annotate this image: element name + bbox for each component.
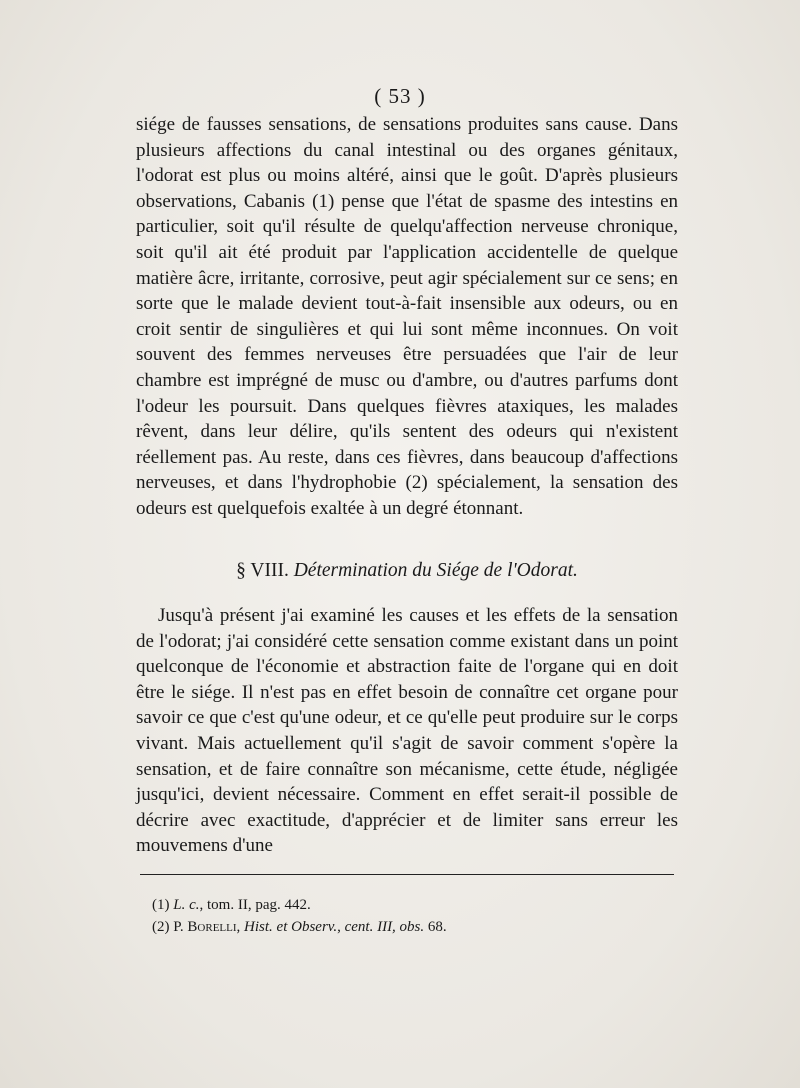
footnote-marker: (1) xyxy=(152,897,170,913)
section-heading xyxy=(136,560,678,582)
footnote-citation: L. c. xyxy=(173,897,200,913)
footnotes xyxy=(152,894,672,938)
footnote-author: P. Borelli, xyxy=(173,919,241,935)
footnote-separator: , xyxy=(337,919,341,935)
footnote-work: Hist. et Observ. xyxy=(244,919,338,935)
footnote-reference: cent. III, obs. xyxy=(344,919,425,935)
footnote-2 xyxy=(152,916,672,938)
section-number: § VIII. xyxy=(236,560,289,581)
paragraph-text: siége de fausses sensations, de sensations produites sans cause. Dans plusieurs affections du canal intestinal ou des organes génitaux, l'odorat est plus ou moins altéré, ainsi que le goût. D'après plusieurs observations, Cabanis (1) pense que l'état de spasme des intestins en particulier, soit qu'il résulte de quelqu'affection nerveuse chronique, soit qu'il ait été produit par l'application accidentelle de quelque matière âcre, irritante, corrosive, peut agir spécialement sur ce sens; en sorte que le malade devient tout-à-fait insensible aux odeurs, ou en croit sentir de singulières et qui lui sont même inconnues. On voit souvent des femmes nerveuses être persuadées que l'air de leur chambre est imprégné de musc ou d'ambre, ou d'autres parfums dont l'odeur les poursuit. Dans quelques fièvres ataxiques, les malades rêvent, dans leur délire, qu'ils sentent des odeurs qui n'existent réellement pas. Au reste, dans ces fièvres, dans beaucoup d'affections nerveuses, et dans l'hydrophobie (2) spécialement, la sensation des odeurs est quelquefois exaltée à un degré étonnant. xyxy=(136,114,678,519)
footnote-marker: (2) xyxy=(152,919,170,935)
section-title: Détermination du Siége de l'Odorat. xyxy=(293,560,578,581)
paragraph-body-1 xyxy=(136,112,678,522)
footnote-number: 68. xyxy=(427,919,447,935)
paragraph-body-2 xyxy=(136,603,678,859)
footnote-1 xyxy=(152,894,672,916)
paragraph-text: Jusqu'à présent j'ai examiné les causes et les effets de la sensation de l'odorat; j'ai considéré cette sensation comme existant dans un point quelconque de l'économie et abstraction faite de l'organe qui en doit être le siége. Il n'est pas en effet besoin de connaître cet organe pour savoir ce que c'est qu'une odeur, et ce qu'elle peut produire sur le corps vivant. Mais actuellement qu'il s'agit de savoir comment s'opère la sensation, et de faire connaître son mécanisme, cette étude, négligée jusqu'ici, devient nécessaire. Comment en effet serait-il possible de décrire avec exactitude, d'apprécier et de limiter sans erreur les mouvemens d'une xyxy=(136,605,678,857)
footnote-text: , tom. II, pag. 442. xyxy=(199,897,311,913)
footnote-rule xyxy=(140,874,674,875)
page-number: ( 53 ) xyxy=(374,84,426,108)
